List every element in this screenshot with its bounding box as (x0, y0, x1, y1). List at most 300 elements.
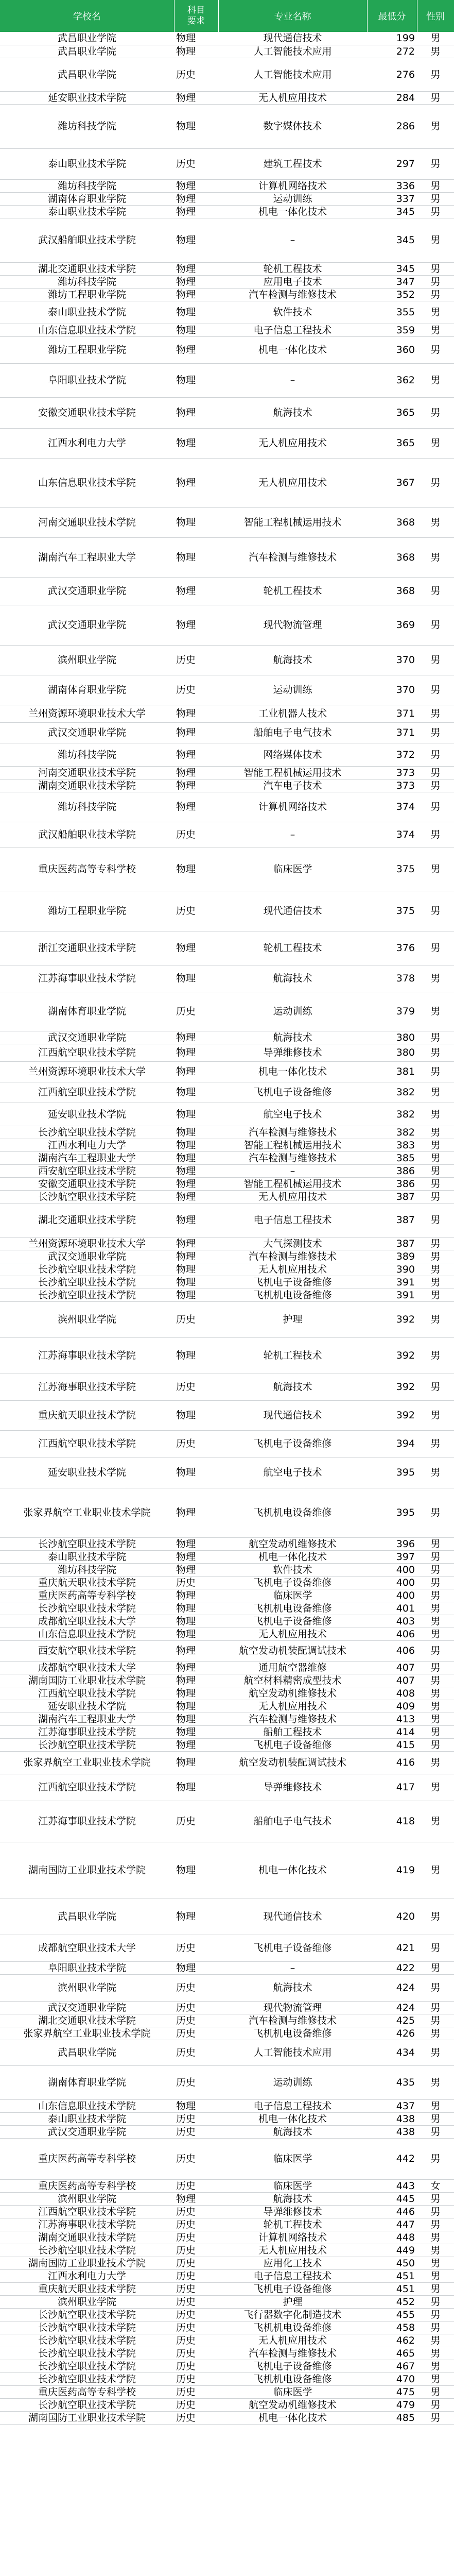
major-cell: 软件技术 (218, 1563, 367, 1576)
gender-cell: 男 (417, 577, 454, 605)
school-cell: 泰山职业技术学院 (0, 148, 174, 179)
gender-cell: 男 (417, 2125, 454, 2138)
score-cell: 470 (367, 2372, 417, 2385)
school-cell: 湖南国防工业职业技术学院 (0, 1674, 174, 1687)
table-row (0, 2001, 454, 2014)
subject-cell: 历史 (174, 2398, 218, 2411)
school-cell: 潍坊科技学院 (0, 743, 174, 766)
major-cell: 大气探测技术 (218, 1237, 367, 1250)
score-cell: 442 (367, 2138, 417, 2179)
major-cell: – (218, 822, 367, 848)
subject-cell: 物理 (174, 104, 218, 148)
gender-cell: 男 (417, 2205, 454, 2218)
school-cell: 武汉交通职业学院 (0, 1031, 174, 1044)
gender-cell: 男 (417, 324, 454, 336)
major-cell: 轮机工程技术 (218, 262, 367, 275)
school-cell: 武汉交通职业学院 (0, 2125, 174, 2138)
subject-cell: 物理 (174, 1139, 218, 1151)
score-cell: 447 (367, 2218, 417, 2231)
major-cell: 临床医学 (218, 2138, 367, 2179)
table-row (0, 1126, 454, 1139)
subject-cell: 物理 (174, 428, 218, 458)
school-cell: 江苏海事职业技术学院 (0, 1801, 174, 1842)
table-row (0, 2295, 454, 2308)
score-cell: 391 (367, 1289, 417, 1301)
gender-cell: 男 (417, 1842, 454, 1899)
gender-cell: 男 (417, 58, 454, 91)
major-cell: 航海技术 (218, 1374, 367, 1400)
gender-cell: 男 (417, 1628, 454, 1640)
school-cell: 潍坊工程职业学院 (0, 288, 174, 301)
school-cell: 江苏海事职业技术学院 (0, 1337, 174, 1374)
school-cell: 山东信息职业技术学院 (0, 324, 174, 336)
school-cell: 江苏海事职业技术学院 (0, 2218, 174, 2231)
table-row (0, 1550, 454, 1563)
gender-cell: 男 (417, 2065, 454, 2099)
table-row (0, 2027, 454, 2040)
school-cell: 长沙航空职业技术学院 (0, 1263, 174, 1276)
subject-cell: 历史 (174, 2257, 218, 2269)
school-cell: 潍坊科技学院 (0, 104, 174, 148)
table-row (0, 218, 454, 262)
gender-cell: 男 (417, 992, 454, 1031)
subject-cell: 历史 (174, 1801, 218, 1842)
table-row (0, 965, 454, 992)
school-cell: 武昌职业学院 (0, 1899, 174, 1935)
school-cell: 潍坊工程职业学院 (0, 891, 174, 931)
score-cell: 438 (367, 2125, 417, 2138)
header-major: 专业名称 (218, 0, 367, 32)
school-cell: 长沙航空职业技术学院 (0, 1537, 174, 1550)
table-row (0, 301, 454, 324)
subject-cell: 历史 (174, 2334, 218, 2347)
major-cell: 临床医学 (218, 1589, 367, 1602)
gender-cell: 男 (417, 2001, 454, 2014)
score-cell: 382 (367, 1126, 417, 1139)
gender-cell: 男 (417, 1203, 454, 1237)
score-cell: 380 (367, 1044, 417, 1061)
subject-cell: 物理 (174, 1961, 218, 1974)
school-cell: 延安职业技术学院 (0, 91, 174, 104)
score-cell: 390 (367, 1263, 417, 1276)
table-row (0, 2125, 454, 2138)
major-cell: 无人机应用技术 (218, 2244, 367, 2257)
gender-cell: 男 (417, 45, 454, 58)
school-cell: 长沙航空职业技术学院 (0, 2244, 174, 2257)
school-cell: 长沙航空职业技术学院 (0, 1289, 174, 1301)
table-row (0, 1430, 454, 1457)
school-cell: 安徽交通职业技术学院 (0, 1177, 174, 1190)
score-cell: 370 (367, 675, 417, 705)
table-row (0, 2360, 454, 2372)
table-row (0, 363, 454, 397)
score-cell: 435 (367, 2065, 417, 2099)
table-row (0, 275, 454, 288)
gender-cell: 男 (417, 2192, 454, 2205)
major-cell: 船舶电子电气技术 (218, 722, 367, 743)
gender-cell: 男 (417, 458, 454, 507)
gender-cell: 男 (417, 2360, 454, 2372)
subject-cell: 物理 (174, 1289, 218, 1301)
school-cell: 泰山职业技术学院 (0, 301, 174, 324)
major-cell: 机电一体化技术 (218, 336, 367, 363)
subject-cell: 物理 (174, 1488, 218, 1537)
gender-cell: 男 (417, 2099, 454, 2112)
school-cell: 山东信息职业技术学院 (0, 2099, 174, 2112)
major-cell: 船舶工程技术 (218, 1725, 367, 1738)
header-score: 最低分 (367, 0, 417, 32)
table-row (0, 891, 454, 931)
table-row (0, 1103, 454, 1126)
table-row (0, 262, 454, 275)
score-cell: 336 (367, 179, 417, 192)
major-cell: 航空发动机装配调试技术 (218, 1751, 367, 1774)
gender-cell: 男 (417, 2112, 454, 2125)
major-cell: 汽车检测与维修技术 (218, 1250, 367, 1263)
table-row (0, 1725, 454, 1738)
score-cell: 387 (367, 1203, 417, 1237)
score-cell: 369 (367, 605, 417, 645)
gender-cell: 男 (417, 1576, 454, 1589)
major-cell: 临床医学 (218, 2179, 367, 2192)
major-cell: 现代物流管理 (218, 2001, 367, 2014)
gender-cell: 男 (417, 2218, 454, 2231)
score-cell: 371 (367, 705, 417, 722)
subject-cell: 物理 (174, 1700, 218, 1713)
table-row (0, 848, 454, 891)
score-cell: 400 (367, 1576, 417, 1589)
major-cell: 航空电子技术 (218, 1103, 367, 1126)
score-cell: 448 (367, 2231, 417, 2244)
score-cell: 374 (367, 822, 417, 848)
subject-cell: 物理 (174, 218, 218, 262)
gender-cell: 男 (417, 2040, 454, 2065)
header-school: 学校名 (0, 0, 174, 32)
major-cell: 机电一体化技术 (218, 1842, 367, 1899)
school-cell: 延安职业技术学院 (0, 1700, 174, 1713)
subject-cell: 物理 (174, 1082, 218, 1103)
school-cell: 长沙航空职业技术学院 (0, 2398, 174, 2411)
score-cell: 374 (367, 792, 417, 822)
table-row (0, 577, 454, 605)
major-cell: 人工智能技术应用 (218, 2040, 367, 2065)
gender-cell: 男 (417, 1615, 454, 1628)
gender-cell: 男 (417, 1751, 454, 1774)
score-cell: 425 (367, 2014, 417, 2027)
gender-cell: 男 (417, 1301, 454, 1337)
school-cell: 长沙航空职业技术学院 (0, 1126, 174, 1139)
score-cell: 400 (367, 1589, 417, 1602)
subject-cell: 物理 (174, 301, 218, 324)
table-row (0, 1237, 454, 1250)
subject-cell: 物理 (174, 1738, 218, 1751)
table-row (0, 2112, 454, 2125)
score-cell: 406 (367, 1640, 417, 1661)
major-cell: – (218, 1164, 367, 1177)
score-cell: 199 (367, 32, 417, 45)
gender-cell: 男 (417, 537, 454, 577)
gender-cell: 男 (417, 2027, 454, 2040)
school-cell: 西安航空职业技术学院 (0, 1164, 174, 1177)
score-cell: 422 (367, 1961, 417, 1974)
major-cell: 无人机应用技术 (218, 2334, 367, 2347)
table-row (0, 792, 454, 822)
school-cell: 山东信息职业技术学院 (0, 458, 174, 507)
gender-cell: 男 (417, 1661, 454, 1674)
school-cell: 湖北交通职业技术学院 (0, 262, 174, 275)
score-cell: 465 (367, 2347, 417, 2360)
gender-cell: 男 (417, 275, 454, 288)
table-row (0, 722, 454, 743)
gender-cell: 男 (417, 1457, 454, 1488)
school-cell: 江西航空职业技术学院 (0, 1774, 174, 1801)
score-cell: 368 (367, 577, 417, 605)
school-cell: 武汉船舶职业技术学院 (0, 822, 174, 848)
table-row (0, 1374, 454, 1400)
school-cell: 武昌职业学院 (0, 2040, 174, 2065)
gender-cell: 男 (417, 428, 454, 458)
subject-cell: 物理 (174, 458, 218, 507)
subject-cell: 物理 (174, 179, 218, 192)
major-cell: 现代通信技术 (218, 891, 367, 931)
gender-cell: 男 (417, 397, 454, 428)
subject-cell: 物理 (174, 324, 218, 336)
subject-cell: 历史 (174, 822, 218, 848)
subject-cell: 历史 (174, 2179, 218, 2192)
school-cell: 长沙航空职业技术学院 (0, 2308, 174, 2321)
subject-cell: 物理 (174, 205, 218, 218)
gender-cell: 男 (417, 2257, 454, 2269)
school-cell: 重庆医药高等专科学校 (0, 2385, 174, 2398)
school-cell: 湖北交通职业技术学院 (0, 1203, 174, 1237)
subject-cell: 历史 (174, 2308, 218, 2321)
score-cell: 458 (367, 2321, 417, 2334)
score-cell: 352 (367, 288, 417, 301)
gender-cell: 男 (417, 1177, 454, 1190)
gender-cell: 男 (417, 148, 454, 179)
score-cell: 380 (367, 1031, 417, 1044)
subject-cell: 物理 (174, 1177, 218, 1190)
header-subject (174, 0, 218, 32)
gender-cell: 男 (417, 1337, 454, 1374)
school-cell: 武汉交通职业学院 (0, 605, 174, 645)
table-row (0, 2179, 454, 2192)
subject-cell: 物理 (174, 1103, 218, 1126)
major-cell: 导弹维修技术 (218, 1774, 367, 1801)
school-cell: 张家界航空工业职业技术学院 (0, 1751, 174, 1774)
school-cell: 湖南体育职业学院 (0, 675, 174, 705)
score-cell: 407 (367, 1661, 417, 1674)
school-cell: 张家界航空工业职业技术学院 (0, 1488, 174, 1537)
gender-cell: 男 (417, 822, 454, 848)
subject-cell: 物理 (174, 1674, 218, 1687)
school-cell: 潍坊科技学院 (0, 179, 174, 192)
score-cell: 391 (367, 1276, 417, 1289)
gender-cell: 男 (417, 179, 454, 192)
subject-cell: 物理 (174, 1457, 218, 1488)
subject-cell: 物理 (174, 848, 218, 891)
table-row (0, 1674, 454, 1687)
score-cell: 272 (367, 45, 417, 58)
table-row (0, 288, 454, 301)
gender-cell: 男 (417, 218, 454, 262)
score-cell: 451 (367, 2269, 417, 2282)
gender-cell: 男 (417, 1430, 454, 1457)
subject-cell: 物理 (174, 766, 218, 779)
score-cell: 276 (367, 58, 417, 91)
major-cell: 汽车检测与维修技术 (218, 1713, 367, 1725)
subject-cell: 物理 (174, 1725, 218, 1738)
school-cell: 长沙航空职业技术学院 (0, 1738, 174, 1751)
subject-cell: 物理 (174, 1550, 218, 1563)
major-cell: 轮机工程技术 (218, 577, 367, 605)
score-cell: 347 (367, 275, 417, 288)
table-row (0, 2099, 454, 2112)
gender-cell: 男 (417, 1164, 454, 1177)
score-cell: 397 (367, 1550, 417, 1563)
subject-cell: 历史 (174, 645, 218, 675)
table-row (0, 766, 454, 779)
major-cell: 飞行器数字化制造技术 (218, 2308, 367, 2321)
subject-cell: 物理 (174, 1615, 218, 1628)
subject-cell: 物理 (174, 336, 218, 363)
major-cell: 无人机应用技术 (218, 1628, 367, 1640)
gender-cell: 男 (417, 336, 454, 363)
school-cell: 江西航空职业技术学院 (0, 2205, 174, 2218)
school-cell: 重庆医药高等专科学校 (0, 1589, 174, 1602)
table-row (0, 1289, 454, 1301)
subject-cell: 物理 (174, 1276, 218, 1289)
score-cell: 408 (367, 1687, 417, 1700)
score-cell: 297 (367, 148, 417, 179)
score-cell: 386 (367, 1164, 417, 1177)
school-cell: 潍坊科技学院 (0, 1563, 174, 1576)
subject-cell: 物理 (174, 1203, 218, 1237)
table-row (0, 1031, 454, 1044)
table-row (0, 2192, 454, 2205)
score-cell: 421 (367, 1935, 417, 1961)
subject-cell: 历史 (174, 2205, 218, 2218)
table-row (0, 675, 454, 705)
subject-cell: 物理 (174, 1061, 218, 1082)
score-cell: 401 (367, 1602, 417, 1615)
score-cell: 485 (367, 2411, 417, 2424)
major-cell: 临床医学 (218, 2385, 367, 2398)
score-cell: 450 (367, 2257, 417, 2269)
gender-cell: 男 (417, 1801, 454, 1842)
header-subject-line1: 科目 (187, 5, 205, 15)
major-cell: 无人机应用技术 (218, 1700, 367, 1713)
score-cell: 415 (367, 1738, 417, 1751)
table-row (0, 779, 454, 792)
table-row (0, 1400, 454, 1430)
table-row (0, 1190, 454, 1203)
subject-cell: 历史 (174, 2269, 218, 2282)
table-row (0, 1842, 454, 1899)
score-cell: 373 (367, 779, 417, 792)
gender-cell: 男 (417, 1374, 454, 1400)
subject-cell: 物理 (174, 1687, 218, 1700)
gender-cell: 男 (417, 931, 454, 965)
school-cell: 武汉交通职业学院 (0, 722, 174, 743)
score-cell: 383 (367, 1139, 417, 1151)
major-cell: 航海技术 (218, 1974, 367, 2001)
major-cell: 运动训练 (218, 192, 367, 205)
table-row (0, 2321, 454, 2334)
table-row (0, 2205, 454, 2218)
major-cell: 软件技术 (218, 301, 367, 324)
school-cell: 长沙航空职业技术学院 (0, 1190, 174, 1203)
major-cell: 轮机工程技术 (218, 2218, 367, 2231)
table-row (0, 605, 454, 645)
table-row (0, 148, 454, 179)
subject-cell: 物理 (174, 1190, 218, 1203)
major-cell: 轮机工程技术 (218, 931, 367, 965)
school-cell: 湖北交通职业技术学院 (0, 2014, 174, 2027)
score-cell: 446 (367, 2205, 417, 2218)
table-row (0, 179, 454, 192)
major-cell: 网络媒体技术 (218, 743, 367, 766)
gender-cell: 男 (417, 1935, 454, 1961)
score-cell: 396 (367, 1537, 417, 1550)
school-cell: 长沙航空职业技术学院 (0, 2360, 174, 2372)
major-cell: 现代物流管理 (218, 605, 367, 645)
major-cell: 航空发动机维修技术 (218, 1537, 367, 1550)
table-row (0, 91, 454, 104)
table-row (0, 2138, 454, 2179)
gender-cell: 男 (417, 1103, 454, 1126)
gender-cell: 男 (417, 2269, 454, 2282)
table-row (0, 1687, 454, 1700)
score-cell: 365 (367, 428, 417, 458)
major-cell: 人工智能技术应用 (218, 45, 367, 58)
subject-cell: 物理 (174, 507, 218, 537)
gender-cell: 男 (417, 1151, 454, 1164)
score-cell: 375 (367, 848, 417, 891)
school-cell: 武昌职业学院 (0, 32, 174, 45)
subject-cell: 物理 (174, 262, 218, 275)
school-cell: 长沙航空职业技术学院 (0, 1602, 174, 1615)
subject-cell: 物理 (174, 1126, 218, 1139)
score-cell: 375 (367, 891, 417, 931)
major-cell: 运动训练 (218, 992, 367, 1031)
subject-cell: 历史 (174, 2282, 218, 2295)
score-cell: 426 (367, 2027, 417, 2040)
school-cell: 江苏海事职业技术学院 (0, 1725, 174, 1738)
score-cell: 407 (367, 1674, 417, 1687)
table-row (0, 1488, 454, 1537)
score-cell: 337 (367, 192, 417, 205)
subject-cell: 历史 (174, 891, 218, 931)
subject-cell: 物理 (174, 1713, 218, 1725)
school-cell: 江西航空职业技术学院 (0, 1687, 174, 1700)
major-cell: 应用电子技术 (218, 275, 367, 288)
major-cell: 计算机网络技术 (218, 2231, 367, 2244)
header-gender: 性别 (417, 0, 454, 32)
gender-cell: 男 (417, 891, 454, 931)
table-row (0, 1801, 454, 1842)
subject-cell: 物理 (174, 363, 218, 397)
school-cell: 长沙航空职业技术学院 (0, 2334, 174, 2347)
school-cell: 武汉船舶职业技术学院 (0, 218, 174, 262)
score-cell: 419 (367, 1842, 417, 1899)
gender-cell: 男 (417, 2398, 454, 2411)
major-cell: 飞机电子设备维修 (218, 1430, 367, 1457)
score-cell: 424 (367, 2001, 417, 2014)
subject-cell: 历史 (174, 992, 218, 1031)
school-cell: 江苏海事职业技术学院 (0, 1374, 174, 1400)
gender-cell: 男 (417, 2372, 454, 2385)
